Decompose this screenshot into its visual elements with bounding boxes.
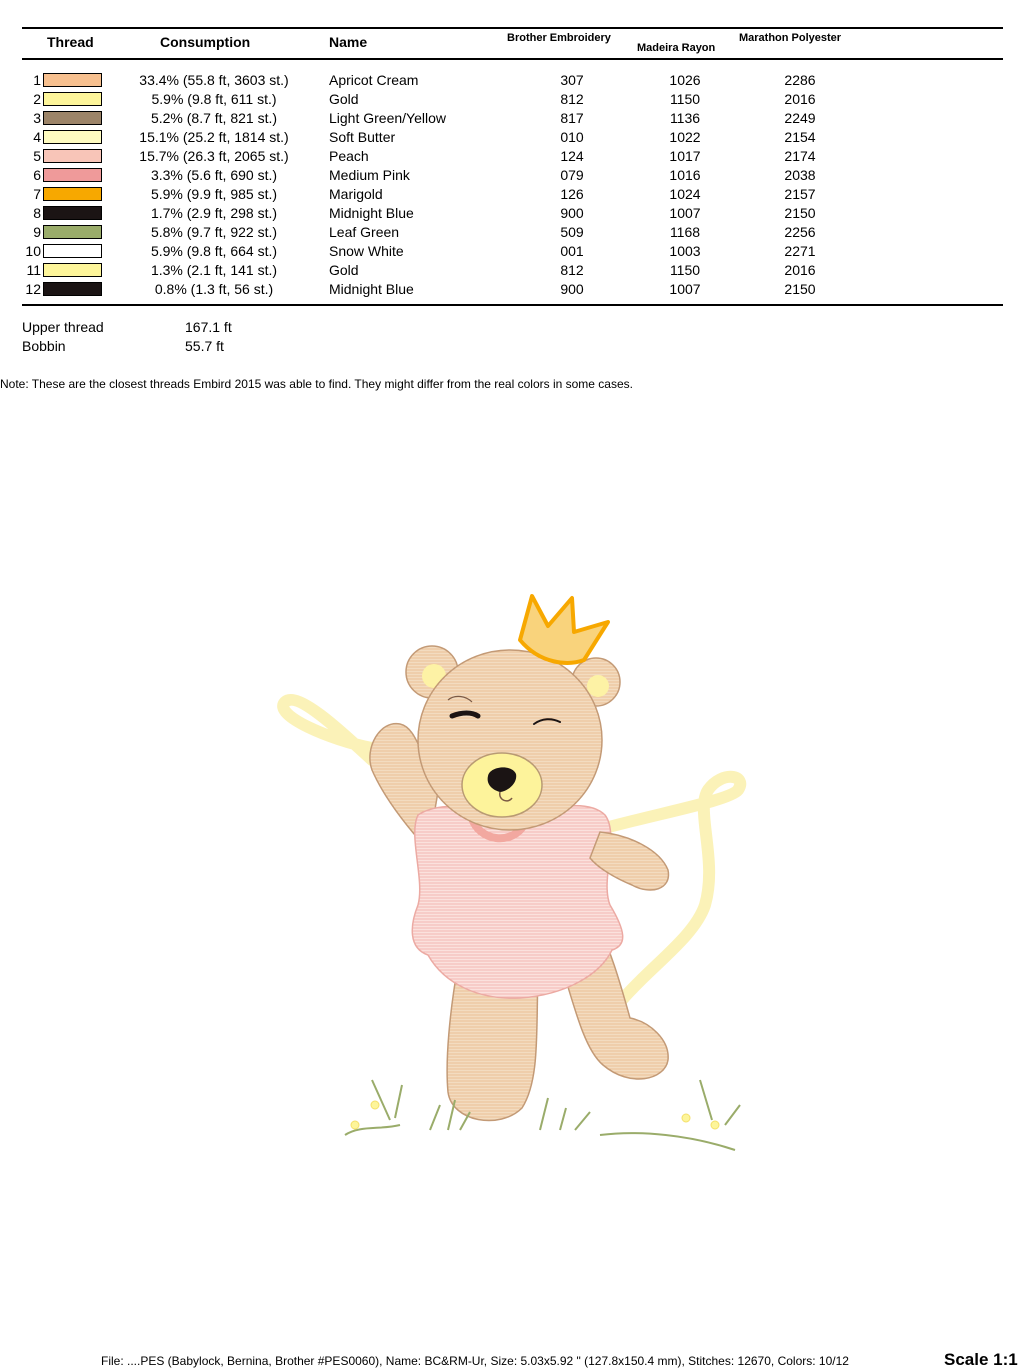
brother-embroidery-code: 079	[560, 167, 584, 183]
madeira-rayon-code: 1003	[669, 243, 701, 259]
thread-table	[0, 71, 1024, 299]
thread-consumption: 0.8% (1.3 ft, 56 st.)	[154, 281, 274, 297]
brother-embroidery-code: 124	[560, 148, 584, 164]
thread-color-swatch	[43, 206, 102, 220]
grass	[345, 1080, 740, 1150]
thread-name: Snow White	[329, 243, 404, 259]
thread-consumption: 33.4% (55.8 ft, 3603 st.)	[139, 72, 289, 88]
marathon-polyester-code: 2174	[784, 148, 816, 164]
marathon-polyester-code: 2038	[784, 167, 816, 183]
thread-color-swatch	[43, 130, 102, 144]
table-row	[0, 204, 1024, 223]
madeira-rayon-code: 1017	[669, 148, 701, 164]
thread-name: Midnight Blue	[329, 281, 414, 297]
marathon-polyester-code: 2157	[784, 186, 816, 202]
table-row	[0, 185, 1024, 204]
table-row	[0, 223, 1024, 242]
marathon-polyester-code: 2256	[784, 224, 816, 240]
madeira-rayon-code: 1024	[669, 186, 701, 202]
madeira-rayon-code: 1136	[669, 110, 701, 126]
thread-number: 4	[33, 129, 41, 145]
embroidery-design-preview	[260, 580, 770, 1175]
thread-number: 6	[33, 167, 41, 183]
thread-color-swatch	[43, 244, 102, 258]
thread-number: 3	[33, 110, 41, 126]
thread-number: 2	[33, 91, 41, 107]
thread-number: 5	[33, 148, 41, 164]
madeira-rayon-code: 1150	[669, 91, 701, 107]
file-info-footer: File: ....PES (Babylock, Bernina, Brother #PES0060), Name: BC&RM-Ur, Size: 5.03x5.92 " (127.8x150.4 mm), Stitches: 12670, Colors: 10/12	[101, 1354, 849, 1368]
thread-color-swatch	[43, 187, 102, 201]
table-bottom-rule	[22, 304, 1003, 306]
madeira-rayon-code: 1022	[669, 129, 701, 145]
madeira-rayon-code: 1168	[669, 224, 701, 240]
table-row	[0, 90, 1024, 109]
madeira-rayon-code: 1150	[669, 262, 701, 278]
marathon-polyester-code: 2249	[784, 110, 816, 126]
marathon-polyester-code: 2016	[784, 262, 816, 278]
marathon-polyester-code: 2271	[784, 243, 816, 259]
header-madeira-rayon: Madeira Rayon	[637, 42, 716, 54]
thread-number: 10	[25, 243, 41, 259]
scale-label: Scale 1:1	[944, 1350, 1018, 1369]
teddy-bear-illustration	[260, 580, 770, 1170]
madeira-rayon-code: 1007	[669, 281, 701, 297]
thread-number: 1	[33, 72, 41, 88]
upper-thread-label: Upper thread	[22, 319, 104, 335]
madeira-rayon-code: 1016	[669, 167, 701, 183]
thread-color-swatch	[43, 73, 102, 87]
thread-number: 12	[25, 281, 41, 297]
thread-name: Light Green/Yellow	[329, 110, 447, 126]
marathon-polyester-code: 2150	[784, 205, 816, 221]
brother-embroidery-code: 812	[560, 91, 584, 107]
thread-consumption: 5.2% (8.7 ft, 821 st.)	[150, 110, 278, 126]
thread-color-swatch	[43, 149, 102, 163]
brother-embroidery-code: 010	[560, 129, 584, 145]
table-row	[0, 242, 1024, 261]
brother-embroidery-code: 001	[560, 243, 584, 259]
marathon-polyester-code: 2286	[784, 72, 816, 88]
table-row	[0, 71, 1024, 90]
marathon-polyester-code: 2150	[784, 281, 816, 297]
thread-consumption: 15.7% (26.3 ft, 2065 st.)	[139, 148, 289, 164]
header-brother-embroidery: Brother Embroidery	[507, 32, 611, 44]
bobbin-value: 55.7 ft	[185, 338, 224, 354]
thread-consumption: 5.8% (9.7 ft, 922 st.)	[150, 224, 278, 240]
thread-consumption: 15.1% (25.2 ft, 1814 st.)	[139, 129, 289, 145]
table-top-rule	[22, 27, 1003, 29]
brother-embroidery-code: 817	[560, 110, 584, 126]
thread-note: Note: These are the closest threads Embird 2015 was able to find. They might differ from the real colors in some cases.	[0, 377, 633, 391]
header-thread: Thread	[47, 34, 94, 50]
brother-embroidery-code: 307	[560, 72, 584, 88]
table-row	[0, 261, 1024, 280]
thread-name: Soft Butter	[329, 129, 396, 145]
upper-thread-value: 167.1 ft	[185, 319, 232, 335]
header-consumption: Consumption	[160, 34, 251, 50]
thread-name: Apricot Cream	[329, 72, 419, 88]
brother-embroidery-code: 812	[560, 262, 584, 278]
table-row	[0, 280, 1024, 299]
header-bottom-rule	[22, 58, 1003, 60]
thread-color-swatch	[43, 168, 102, 182]
thread-name: Medium Pink	[329, 167, 410, 183]
thread-color-swatch	[43, 263, 102, 277]
madeira-rayon-code: 1007	[669, 205, 701, 221]
flowers	[351, 1101, 719, 1129]
thread-name: Midnight Blue	[329, 205, 414, 221]
marathon-polyester-code: 2154	[784, 129, 816, 145]
thread-number: 8	[33, 205, 41, 221]
thread-color-swatch	[43, 282, 102, 296]
thread-consumption: 5.9% (9.9 ft, 985 st.)	[150, 186, 278, 202]
table-row	[0, 128, 1024, 147]
thread-number: 7	[33, 186, 41, 202]
brother-embroidery-code: 900	[560, 205, 584, 221]
bobbin-label: Bobbin	[22, 338, 66, 354]
thread-name: Leaf Green	[329, 224, 400, 240]
header-marathon-polyester: Marathon Polyester	[739, 32, 842, 44]
thread-number: 9	[33, 224, 41, 240]
brother-embroidery-code: 900	[560, 281, 584, 297]
thread-consumption: 1.3% (2.1 ft, 141 st.)	[150, 262, 278, 278]
thread-name: Gold	[329, 262, 359, 278]
table-row	[0, 109, 1024, 128]
thread-number: 11	[26, 262, 41, 278]
bear-right-ear-inner	[587, 675, 609, 697]
brother-embroidery-code: 509	[560, 224, 584, 240]
table-row	[0, 147, 1024, 166]
thread-consumption: 5.9% (9.8 ft, 664 st.)	[150, 243, 278, 259]
thread-consumption: 1.7% (2.9 ft, 298 st.)	[150, 205, 278, 221]
thread-color-swatch	[43, 92, 102, 106]
thread-consumption: 5.9% (9.8 ft, 611 st.)	[151, 91, 277, 107]
madeira-rayon-code: 1026	[669, 72, 701, 88]
header-name: Name	[329, 34, 368, 50]
thread-color-swatch	[43, 111, 102, 125]
thread-consumption: 3.3% (5.6 ft, 690 st.)	[150, 167, 278, 183]
marathon-polyester-code: 2016	[784, 91, 816, 107]
thread-name: Peach	[329, 148, 369, 164]
thread-name: Marigold	[329, 186, 383, 202]
thread-name: Gold	[329, 91, 359, 107]
brother-embroidery-code: 126	[560, 186, 584, 202]
crown	[520, 596, 608, 663]
table-row	[0, 166, 1024, 185]
thread-color-swatch	[43, 225, 102, 239]
